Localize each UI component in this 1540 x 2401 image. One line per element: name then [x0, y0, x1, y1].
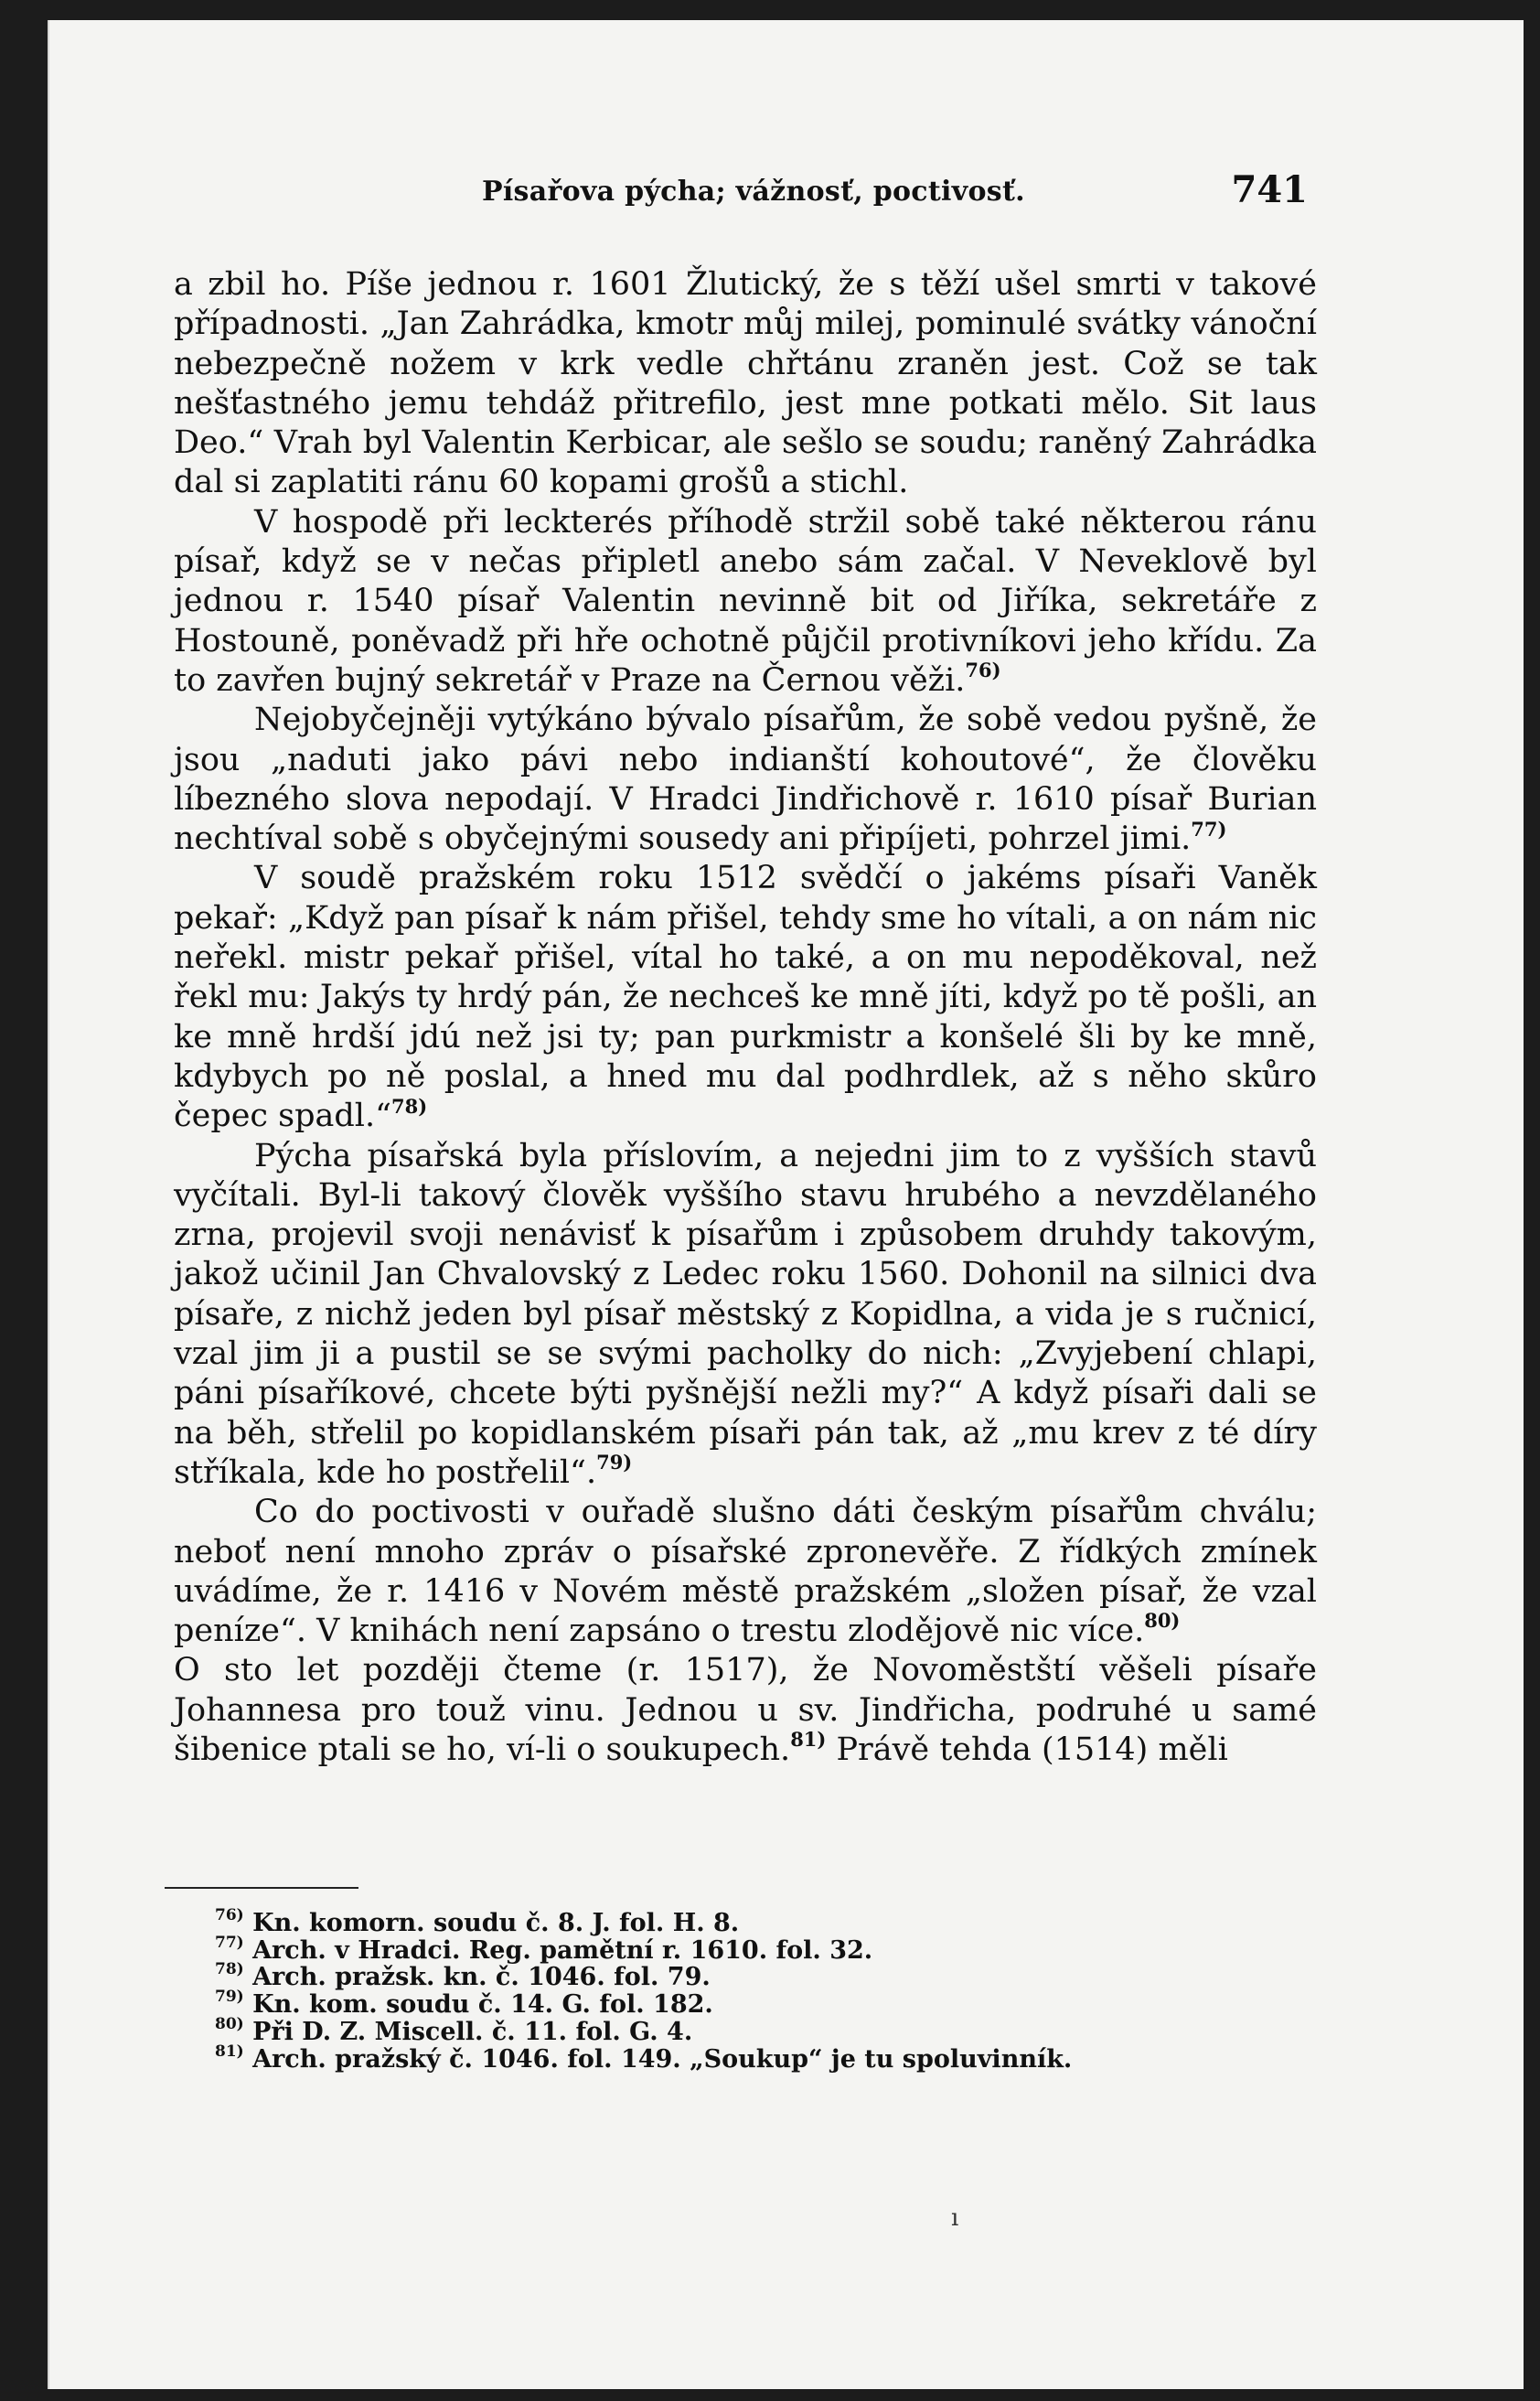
paragraph-text: V hospodě při leckterés příhodě stržil sobě také některou ránu písař, když se v nečas připletl anebo sám začal. V Neveklově byl jednou r. 1540 písař Valentin nevinně bit od Jiříka, sekretáře z Hostouně, poněvadž při hře ochotně půjčil protivníkovi jeho křídu. Za to zavřen bujný sekretář v Praze na Černou věži.: [174, 503, 1317, 699]
paragraph: [174, 503, 1317, 701]
footnote-text: Při D. Z. Miscell. č. 11. fol. G. 4.: [252, 2017, 693, 2046]
paragraph: [174, 265, 1317, 503]
paragraph: [174, 1137, 1317, 1494]
body-text: [174, 265, 1317, 1770]
footnote-mark: 80): [215, 2014, 244, 2033]
footnotes: [215, 1906, 1312, 2074]
page-number: 741: [1231, 168, 1308, 211]
footnote: [215, 2014, 1312, 2046]
footnote-reference: 76): [965, 659, 1001, 682]
signature-mark: ı: [951, 2204, 959, 2232]
footnote: [215, 2042, 1312, 2074]
paragraph: [174, 1493, 1317, 1651]
footnote-text: Kn. komorn. soudu č. 8. J. fol. H. 8.: [252, 1909, 740, 1937]
footnote-reference: 81): [790, 1728, 827, 1752]
footnote-mark: 81): [215, 2042, 244, 2061]
footnote-mark: 78): [215, 1960, 244, 1979]
footnote: [215, 1933, 1312, 1965]
footnote-mark: 79): [215, 1988, 244, 2007]
footnote-text: Arch. pražský č. 1046. fol. 149. „Soukup“ je tu spoluvinník.: [252, 2044, 1073, 2074]
paragraph-text: a zbil ho. Píše jednou r. 1601 Žlutický, že s těží ušel smrti v takové případnosti. „Jan Zahrádka, kmotr můj milej, pominulé svátky vánoční nebezpečně nožem v krk vedle chřtánu zraněn jest. Což se tak nešťastného jemu tehdáž přitrefilo, jest mne potkati mělo. Sit laus Deo.“ Vrah byl Valentin Kerbicar, ale sešlo se soudu; raněný Zahrádka dal si zaplatiti ránu 60 kopami grošů a stichl.: [174, 266, 1317, 501]
paragraph-text: Pýcha písařská byla příslovím, a nejedni jim to z vyšších stavů vyčítali. Byl-li takový člověk vyššího stavu hrubého a nevzdělaného zrna, projevil svoji nenávisť k písařům i způsobem druhdy takovým, jakož učinil Jan Chvalovský z Ledec roku 1560. Dohonil na silnici dva písaře, z nichž jeden byl písař městský z Kopidlna, a vida je s ručnicí, vzal jim ji a pustil se se svými pacholky do nich: „Zvyjebení chlapi, páni písaříkové, chcete býti pyšnější nežli my?“ A když písaři dali se na běh, střelil po kopidlanském písaři pán tak, až „mu krev z té díry stříkala, kde ho postřelil“.: [174, 1137, 1317, 1491]
paragraph-text-tail: Právě tehda (1514) měli: [826, 1731, 1228, 1768]
footnote-text: Arch. v Hradci. Reg. pamětní r. 1610. fol. 32.: [252, 1935, 873, 1965]
footnote-text: Kn. kom. soudu č. 14. G. fol. 182.: [252, 1990, 713, 2020]
running-title: Písařova pýcha; vážnosť, poctivosť.: [482, 176, 1025, 208]
paragraph-text: Nejobyčejněji vytýkáno bývalo písařům, že sobě vedou pyšně, že jsou „naduti jako pávi nebo indianští kohoutové“, že člověku líbezného slova nepodají. V Hradci Jindřichově r. 1610 písař Burian nechtíval sobě s obyčejnými sousedy ani připíjeti, pohrzel jimi.: [174, 702, 1317, 858]
paragraph-text: V soudě pražském roku 1512 svědčí o jakéms písaři Vaněk pekař: „Když pan písař k nám přišel, tehdy sme ho vítali, a on nám nic neřekl. mistr pekař přišel, vítal ho také, a on mu nepoděkoval, než řekl mu: Jakýs ty hrdý pán, že nechceš ke mně jíti, když po tě pošli, an ke mně hrdší jdú než jsi ty; pan purkmistr a konšelé šli by ke mně, kdybych po ně poslal, a hned mu dal podhrdlek, až s něho skůro čepec spadl.“: [174, 860, 1317, 1135]
paragraph-text: O sto let později čteme (r. 1517), že Novoměstští věšeli písaře Johannesa pro touž vinu. Jednou u sv. Jindřicha, podruhé u samé šibenice ptali se ho, ví-li o soukupech.: [174, 1652, 1317, 1768]
footnote-divider: [165, 1887, 358, 1889]
paragraph: [174, 1651, 1317, 1770]
footnote: [215, 1988, 1312, 2020]
page-header: [174, 163, 1308, 227]
footnote-mark: 76): [215, 1906, 244, 1924]
footnote-mark: 77): [215, 1933, 244, 1952]
footnote-reference: 77): [1191, 817, 1227, 841]
footnote-reference: 78): [391, 1094, 428, 1118]
paragraph: [174, 859, 1317, 1136]
paragraph: [174, 701, 1317, 859]
paragraph-text: Co do poctivosti v ouřadě slušno dáti českým písařům chválu; neboť není mnoho zpráv o písařské zpronevěře. Z řídkých zmínek uvádíme, že r. 1416 v Novém městě pražském „složen písař, že vzal peníze“. V knihách není zapsáno o trestu zlodějově nic více.: [174, 1494, 1317, 1650]
footnote-text: Arch. pražsk. kn. č. 1046. fol. 79.: [252, 1963, 711, 1992]
footnote: [215, 1960, 1312, 1992]
footnote-reference: 79): [596, 1451, 633, 1474]
footnote-reference: 80): [1144, 1609, 1181, 1633]
footnote: [215, 1906, 1312, 1937]
